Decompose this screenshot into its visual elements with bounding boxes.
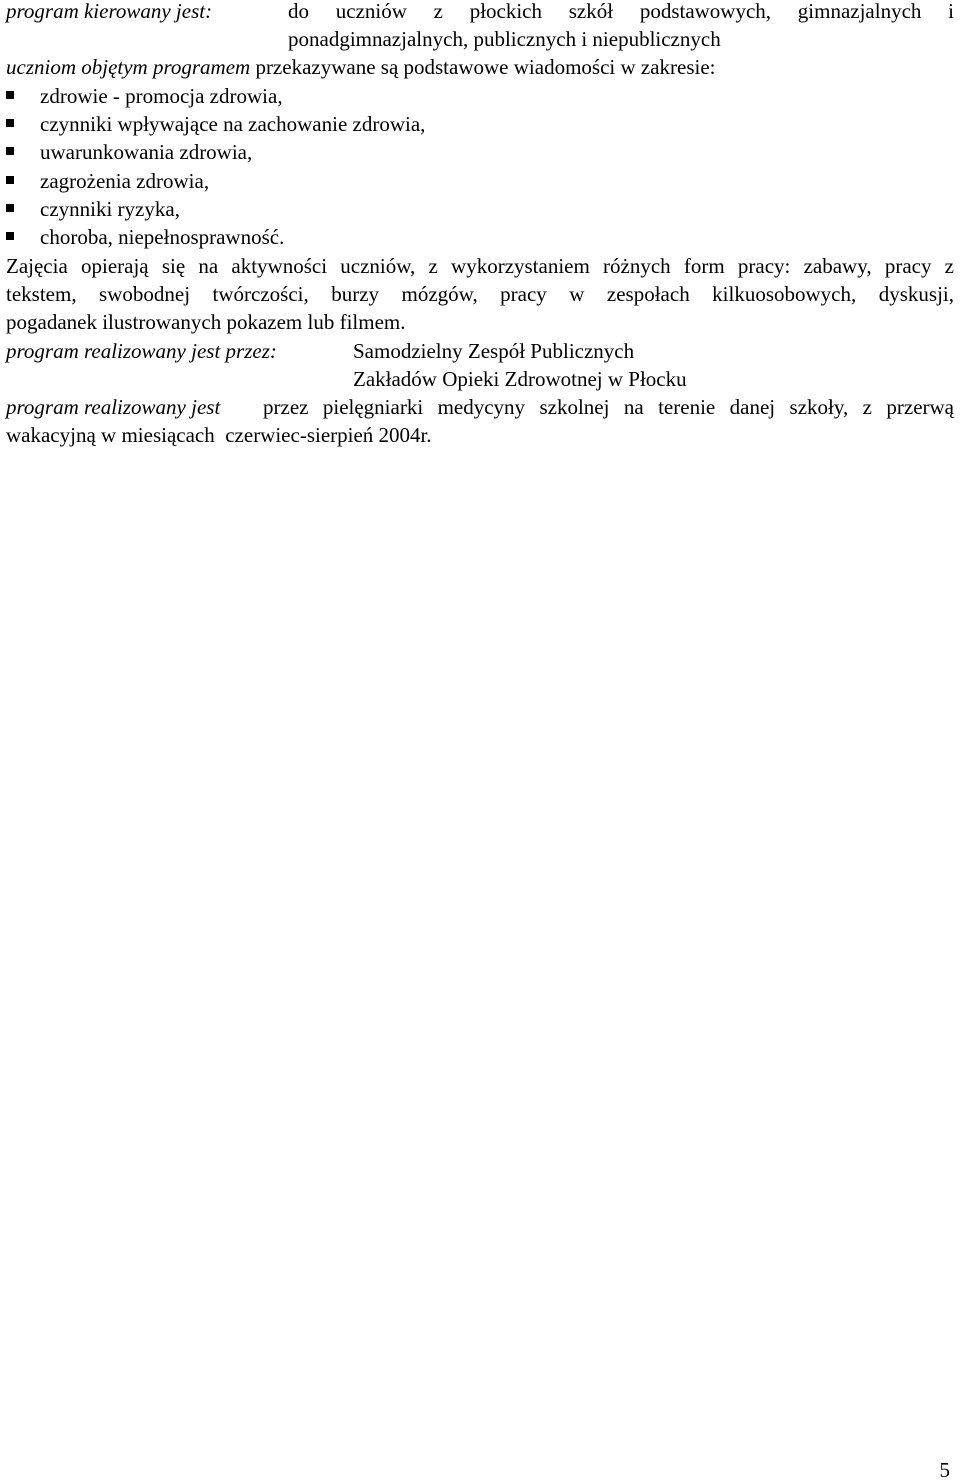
program-audience-label: program kierowany jest:	[6, 0, 213, 23]
scope-label: uczniom objętym programem	[6, 55, 251, 79]
activities-line3: pogadanek ilustrowanych pokazem lub filmem.	[6, 310, 406, 334]
list-item: czynniki ryzyka,	[6, 195, 180, 223]
realized-by-label: program realizowany jest przez:	[6, 339, 277, 363]
list-item: czynniki wpływające na zachowanie zdrowia,	[6, 110, 425, 138]
activities-line1: Zajęcia opierają się na aktywności uczniów, z wykorzystaniem różnych form pracy: zabawy, pracy z	[6, 254, 954, 278]
square-bullet-icon	[6, 204, 14, 212]
square-bullet-icon	[6, 232, 14, 240]
list-item: zdrowie - promocja zdrowia,	[6, 82, 283, 110]
square-bullet-icon	[6, 147, 14, 155]
square-bullet-icon	[6, 91, 14, 99]
program-audience-text-line1: do uczniów z płockich szkół podstawowych, gimnazjalnych i	[288, 0, 954, 23]
list-item: choroba, niepełnosprawność.	[6, 223, 284, 251]
realized-by-line1: Samodzielny Zespół Publicznych	[353, 339, 635, 363]
scope-paragraph	[6, 53, 716, 81]
realized-how-label: program realizowany jest	[6, 395, 221, 419]
square-bullet-icon	[6, 176, 14, 184]
list-item: zagrożenia zdrowia,	[6, 167, 209, 195]
activities-line2: tekstem, swobodnej twórczości, burzy mózgów, pracy w zespołach kilkuosobowych, dyskusji,	[6, 282, 954, 306]
realized-how-line1: przez pielęgniarki medycyny szkolnej na terenie danej szkoły, z przerwą	[263, 395, 954, 419]
square-bullet-icon	[6, 119, 14, 127]
realized-by-line2: Zakładów Opieki Zdrowotnej w Płocku	[353, 367, 687, 391]
list-item: uwarunkowania zdrowia,	[6, 138, 252, 166]
program-audience-text-line2: ponadgimnazjalnych, publicznych i niepublicznych	[288, 27, 721, 51]
page-number: 5	[939, 1458, 950, 1482]
realized-how-line2: wakacyjną w miesiącach czerwiec-sierpień 2004r.	[6, 423, 432, 447]
scope-text: przekazywane są podstawowe wiadomości w zakresie:	[255, 55, 716, 79]
